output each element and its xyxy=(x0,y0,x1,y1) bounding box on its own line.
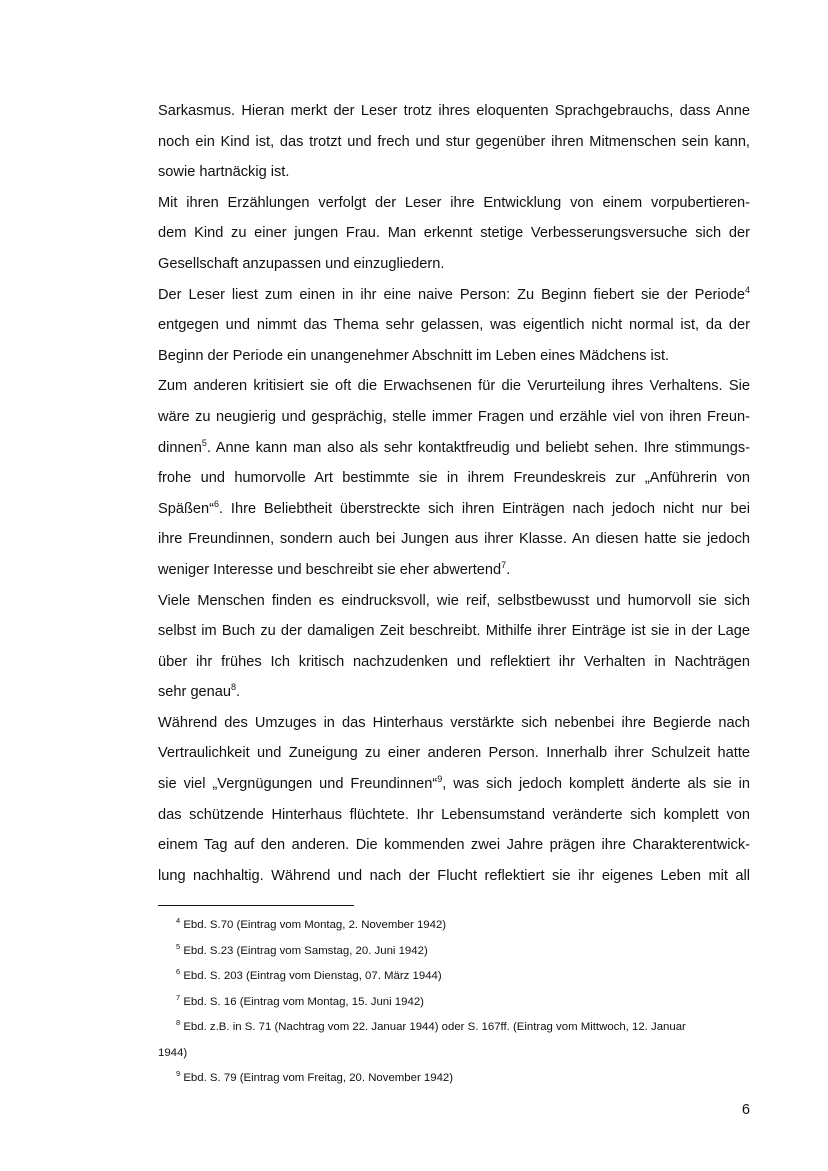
text-segment: lung nachhaltig. Während und nach der Flucht reflektiert sie ihr eigenes Leben mit all xyxy=(158,867,750,884)
text-segment: Mit ihren Erzählungen verfolgt der Leser ihre Entwicklung von einem vorpubertieren- xyxy=(158,194,750,211)
body-line xyxy=(158,188,750,219)
footnote-number: 9 xyxy=(176,1069,181,1079)
text-segment: wäre zu neugierig und gesprächig, stelle immer Fragen und erzähle viel von ihren Freun- xyxy=(158,408,750,425)
page-number: 6 xyxy=(741,1102,750,1118)
text-segment: Der Leser liest zum einen in ihr eine naive Person: Zu Beginn fiebert sie der Periode xyxy=(158,286,745,303)
body-line xyxy=(158,494,750,525)
footnote-reference: 9 xyxy=(437,774,443,785)
body-line xyxy=(158,738,750,769)
footnote xyxy=(158,1066,750,1092)
body-line xyxy=(158,96,750,127)
body-line xyxy=(158,586,750,617)
text-segment: Vertraulichkeit und Zuneigung zu einer anderen Person. Innerhalb ihrer Schulzeit hatte xyxy=(158,745,750,762)
text-segment: . Anne kann man also als sehr kontaktfreudig und beliebt sehen. Ihre stimmungs- xyxy=(206,439,750,456)
body-line xyxy=(158,800,750,831)
body-line xyxy=(158,249,750,280)
text-segment: Während des Umzuges in das Hinterhaus verstärkte sich nebenbei ihre Begierde nach xyxy=(158,714,750,731)
footnote-number: 4 xyxy=(176,916,181,926)
footnote-number: 8 xyxy=(176,1018,181,1028)
body-line xyxy=(158,616,750,647)
body-line xyxy=(158,861,750,892)
footnote-text: Ebd. z.B. in S. 71 (Nachtrag vom 22. Januar 1944) oder S. 167ff. (Eintrag vom Mittwoch, 12. Januar xyxy=(180,1021,686,1033)
footnote xyxy=(158,939,750,965)
footnote-text: Ebd. S.23 (Eintrag vom Samstag, 20. Juni 1942) xyxy=(180,944,428,957)
body-line xyxy=(158,310,750,341)
body-line xyxy=(158,371,750,402)
body-line xyxy=(158,433,750,464)
text-segment: dem Kind zu einer jungen Frau. Man erkennt stetige Verbesserungsversuche sich der xyxy=(158,225,750,242)
footnote-number: 6 xyxy=(176,967,181,977)
text-segment: das schützende Hinterhaus flüchtete. Ihr Lebensumstand veränderte sich komplett von xyxy=(158,806,750,823)
text-segment: ihre Freundinnen, sondern auch bei Jungen aus ihrer Klasse. An diesen hatte sie jedoch xyxy=(158,531,750,548)
text-segment: . xyxy=(236,684,241,701)
body-text xyxy=(158,96,750,891)
text-segment: weniger Interesse und beschreibt sie eher abwertend xyxy=(158,561,502,578)
text-segment: Viele Menschen finden es eindrucksvoll, wie reif, selbstbewusst und humorvoll sie sich xyxy=(158,592,750,609)
footnote xyxy=(158,964,750,990)
body-line xyxy=(158,524,750,555)
text-segment: Beginn der Periode ein unangenehmer Abschnitt im Leben eines Mädchens ist. xyxy=(158,347,670,364)
footnote-separator xyxy=(158,905,354,906)
text-segment: sowie hartnäckig ist. xyxy=(158,164,290,181)
body-line xyxy=(158,218,750,249)
body-line xyxy=(158,127,750,158)
footnote-text: Ebd. S.70 (Eintrag vom Montag, 2. November 1942) xyxy=(180,919,447,931)
body-line xyxy=(158,402,750,433)
body-line xyxy=(158,463,750,494)
text-segment: sie viel „Vergnügungen und Freundinnen“ xyxy=(158,776,438,793)
footnote xyxy=(158,913,750,939)
text-segment: Zum anderen kritisiert sie oft die Erwachsenen für die Verurteilung ihres Verhaltens. Sie xyxy=(158,378,750,395)
footnote-reference: 8 xyxy=(231,682,237,693)
body-line xyxy=(158,341,750,372)
text-segment: . Ihre Beliebtheit überstreckte sich ihren Einträgen nach jedoch nicht nur bei xyxy=(219,500,750,517)
footnote-text: Ebd. S. 79 (Eintrag vom Freitag, 20. November 1942) xyxy=(180,1072,454,1084)
body-line xyxy=(158,677,750,708)
text-segment: noch ein Kind ist, das trotzt und frech und stur gegenüber ihren Mitmenschen sein kann, xyxy=(158,133,750,150)
text-segment: frohe und humorvolle Art bestimmte sie in ihrem Freundeskreis zur „Anführerin von xyxy=(158,470,750,487)
footnote-number: 5 xyxy=(176,941,181,951)
footnote-continuation: 1944) xyxy=(158,1046,188,1059)
body-line xyxy=(158,830,750,861)
text-segment: dinnen xyxy=(158,439,202,456)
footnote-reference: 4 xyxy=(744,284,750,295)
text-segment: Sarkasmus. Hieran merkt der Leser trotz ihres eloquenten Sprachgebrauchs, dass Anne xyxy=(158,103,750,119)
text-segment: sehr genau xyxy=(158,684,232,701)
text-segment: selbst im Buch zu der damaligen Zeit beschreibt. Mithilfe ihrer Einträge ist sie in der Lage xyxy=(158,623,750,640)
text-segment: . xyxy=(506,561,511,578)
body-line xyxy=(158,157,750,188)
footnote-text: Ebd. S. 16 (Eintrag vom Montag, 15. Juni 1942) xyxy=(180,995,424,1008)
text-segment: über ihr frühes Ich kritisch nachzudenken und reflektiert ihr Verhalten in Nachträgen xyxy=(158,653,750,670)
footnote-reference: 6 xyxy=(213,498,219,509)
footnote-text: Ebd. S. 203 (Eintrag vom Dienstag, 07. März 1944) xyxy=(180,970,442,982)
footnote-reference: 5 xyxy=(201,437,207,448)
footnote xyxy=(158,1015,750,1041)
text-segment: entgegen und nimmt das Thema sehr gelassen, was eigentlich nicht normal ist, da der xyxy=(158,317,750,334)
text-segment: , was sich jedoch komplett änderte als sie in xyxy=(442,776,750,793)
body-line xyxy=(158,280,750,311)
footnotes xyxy=(158,913,750,1092)
text-segment: einem Tag auf den anderen. Die kommenden zwei Jahre prägen ihre Charakterentwick- xyxy=(158,837,750,854)
text-segment: Späßen“ xyxy=(158,500,214,517)
body-line xyxy=(158,708,750,739)
body-line xyxy=(158,555,750,586)
text-segment: Gesellschaft anzupassen und einzugliedern. xyxy=(158,255,445,272)
footnote-number: 7 xyxy=(176,992,181,1002)
footnote xyxy=(158,990,750,1016)
body-line xyxy=(158,769,750,800)
body-line xyxy=(158,647,750,678)
footnote-reference: 7 xyxy=(501,560,507,571)
